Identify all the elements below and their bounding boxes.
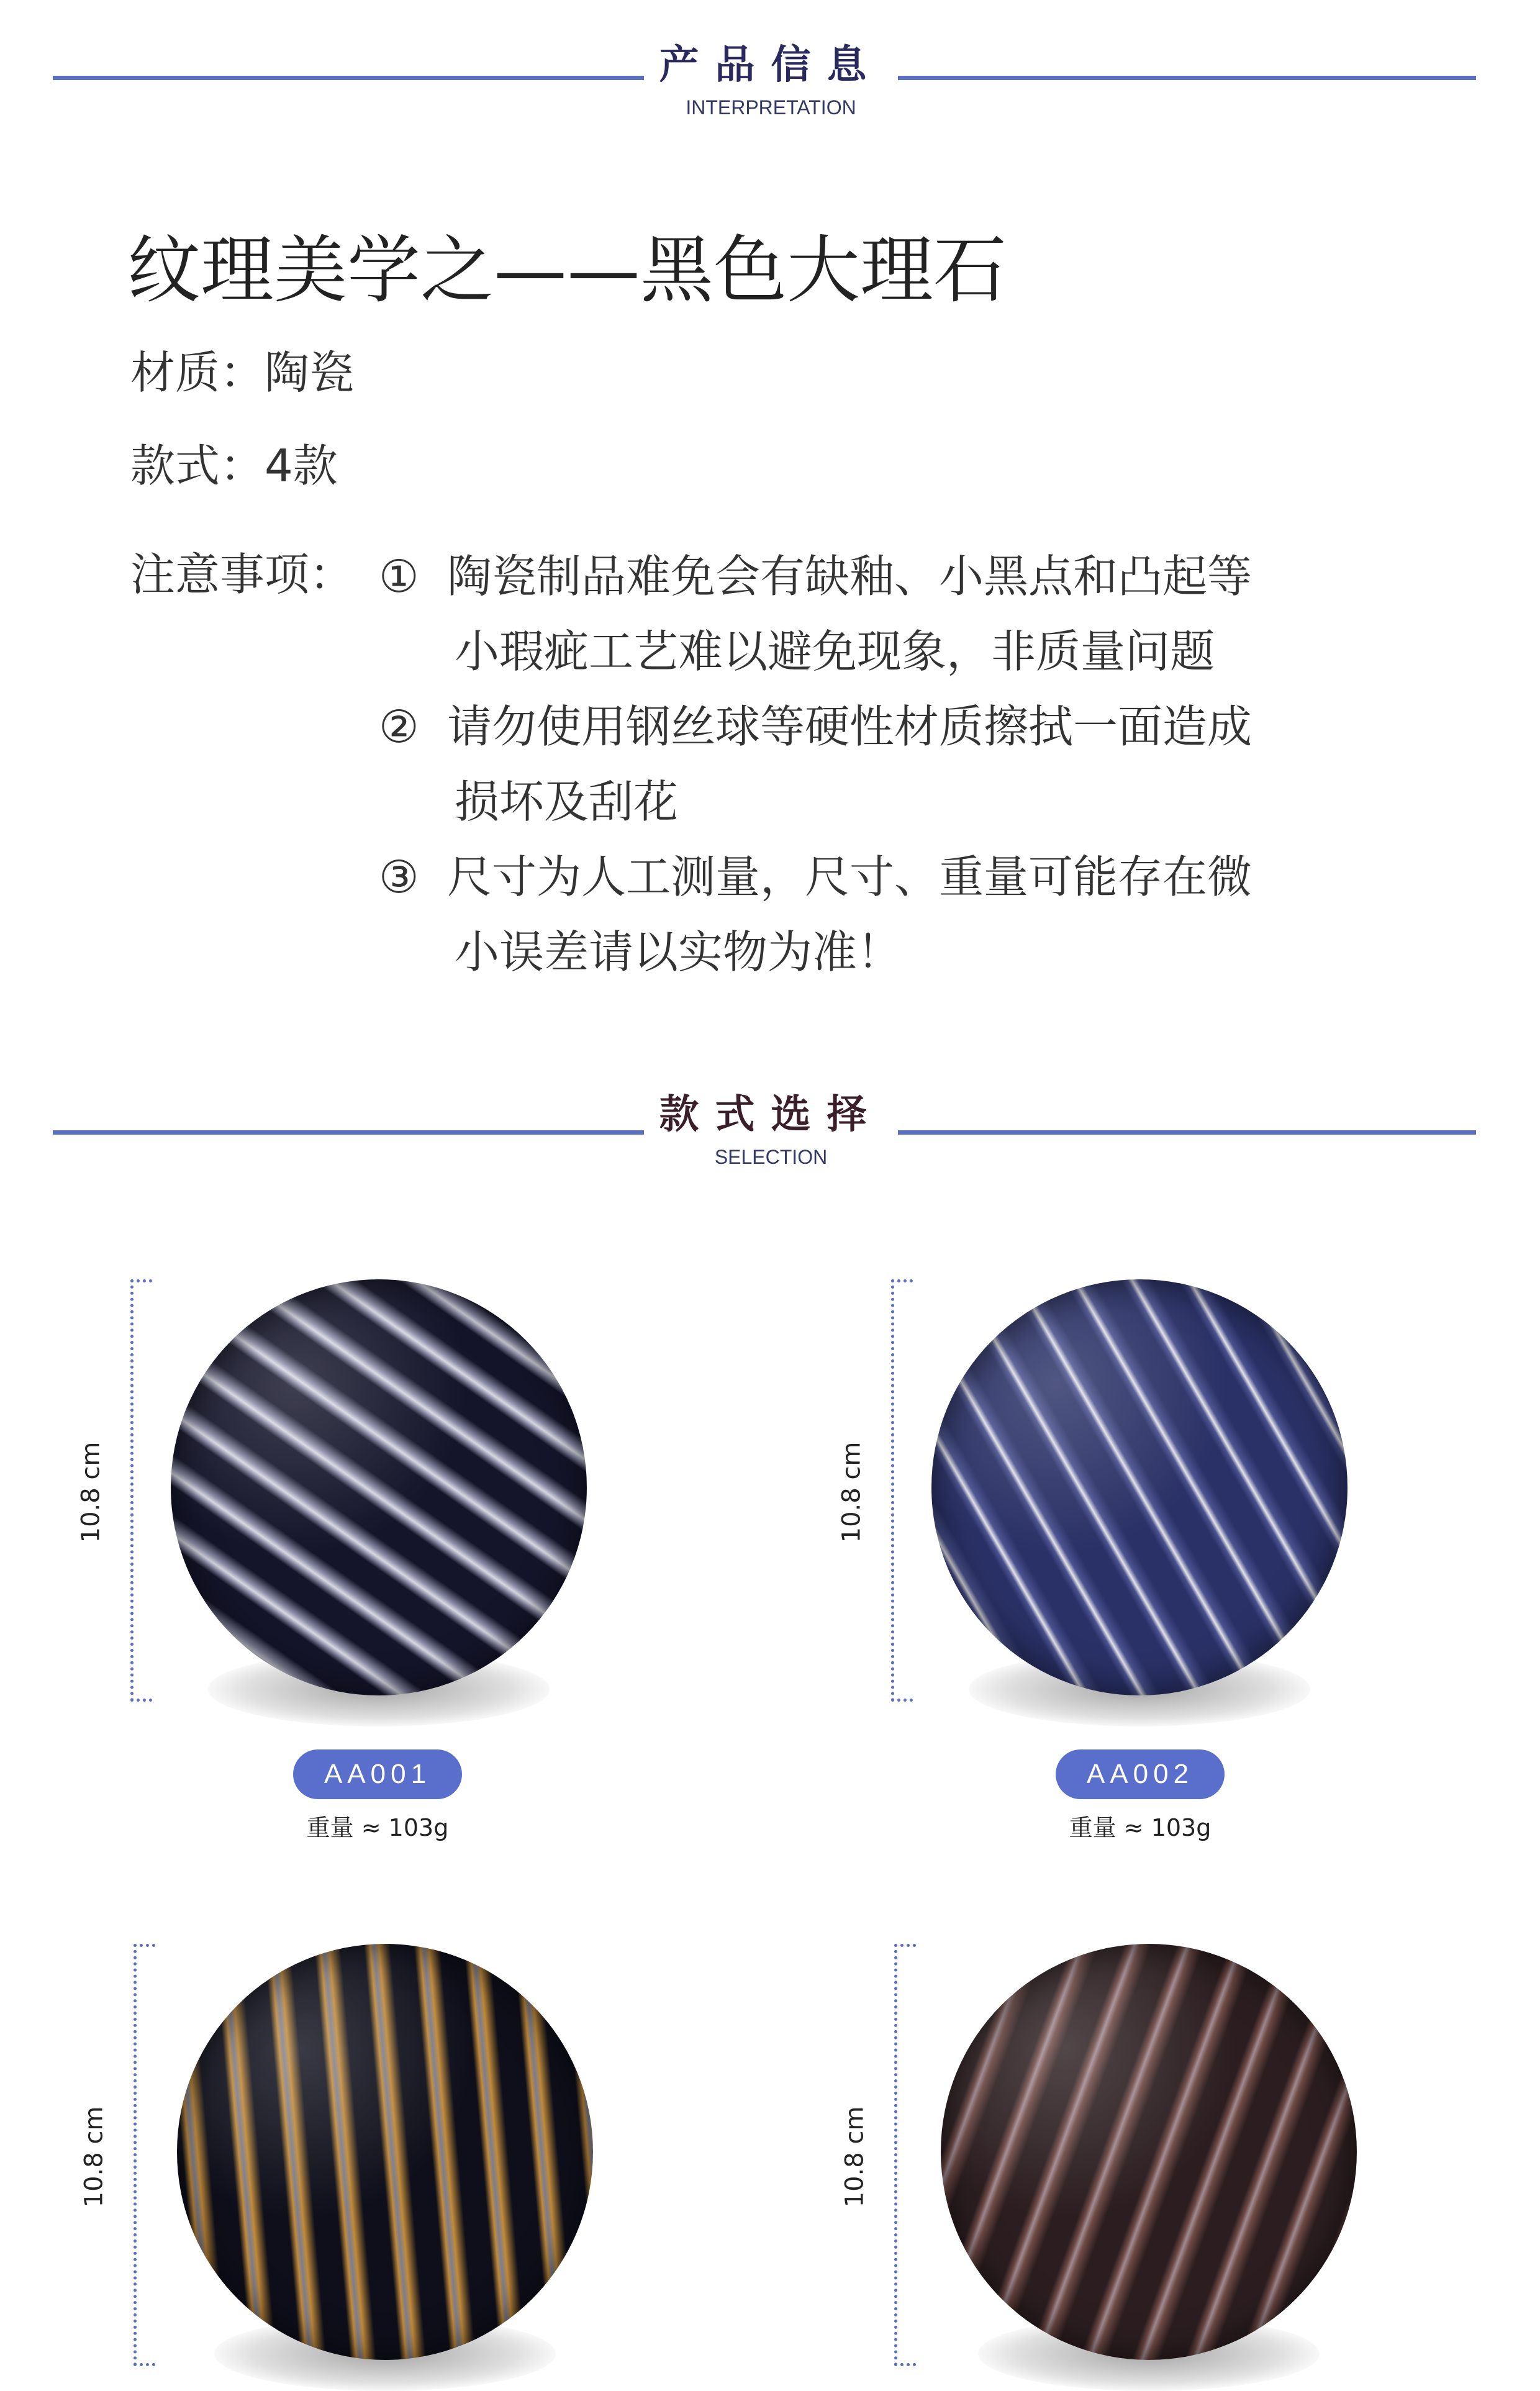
section-header-info (0, 37, 1540, 124)
marble-coaster-image (941, 1944, 1357, 2360)
note-item-1 (379, 539, 1348, 689)
note-text: 尺寸为人工测量，尺寸、重量可能存在微 (447, 851, 1252, 903)
section-subtitle: SELECTION (714, 1146, 828, 1168)
dimension-label: 10.8 cm (840, 2106, 869, 2208)
product-code-badge[interactable]: AA001 (293, 1749, 462, 1799)
dimension-bracket (134, 1944, 155, 2366)
dimension-label: 10.8 cm (837, 1441, 866, 1543)
divider-line (53, 76, 644, 80)
note-text-cont: 损坏及刮花 (455, 776, 679, 828)
notes-label: 注意事项： (130, 548, 355, 601)
material-text: 材质：陶瓷 (130, 347, 355, 399)
dimension-bracket (891, 1279, 913, 1702)
marble-coaster-image (931, 1279, 1348, 1695)
dimension-label: 10.8 cm (76, 1441, 106, 1543)
product-code-badge[interactable]: AA002 (1056, 1749, 1225, 1799)
note-number: ② (379, 701, 419, 753)
section-subtitle: INTERPRETATION (686, 96, 856, 119)
note-item-3 (379, 840, 1348, 990)
note-text: 陶瓷制品难免会有缺釉、小黑点和凸起等 (447, 550, 1252, 602)
dimension-bracket (130, 1279, 152, 1702)
note-number: ① (379, 550, 419, 602)
section-title: 产品信息 (659, 42, 883, 88)
note-item-2 (379, 689, 1348, 840)
dimension-bracket (894, 1944, 916, 2366)
note-text-cont: 小误差请以实物为准！ (455, 926, 902, 978)
section-header-selection (0, 1087, 1540, 1174)
styles-text: 款式：4款 (130, 440, 338, 492)
section-title: 款式选择 (659, 1091, 883, 1138)
marble-coaster-image (177, 1944, 593, 2360)
marble-coaster-image (171, 1279, 587, 1695)
divider-line (898, 1130, 1476, 1135)
note-text-cont: 小瑕疵工艺难以避免现象，非质量问题 (455, 625, 1215, 678)
product-weight: 重量 ≈ 103g (306, 1814, 449, 1841)
note-number: ③ (379, 851, 419, 903)
product-title: 纹理美学之——黑色大理石 (127, 227, 1007, 313)
product-weight: 重量 ≈ 103g (1069, 1814, 1212, 1841)
divider-line (53, 1130, 644, 1135)
dimension-label: 10.8 cm (79, 2106, 109, 2208)
divider-line (898, 76, 1476, 80)
note-text: 请勿使用钢丝球等硬性材质擦拭一面造成 (447, 701, 1252, 753)
